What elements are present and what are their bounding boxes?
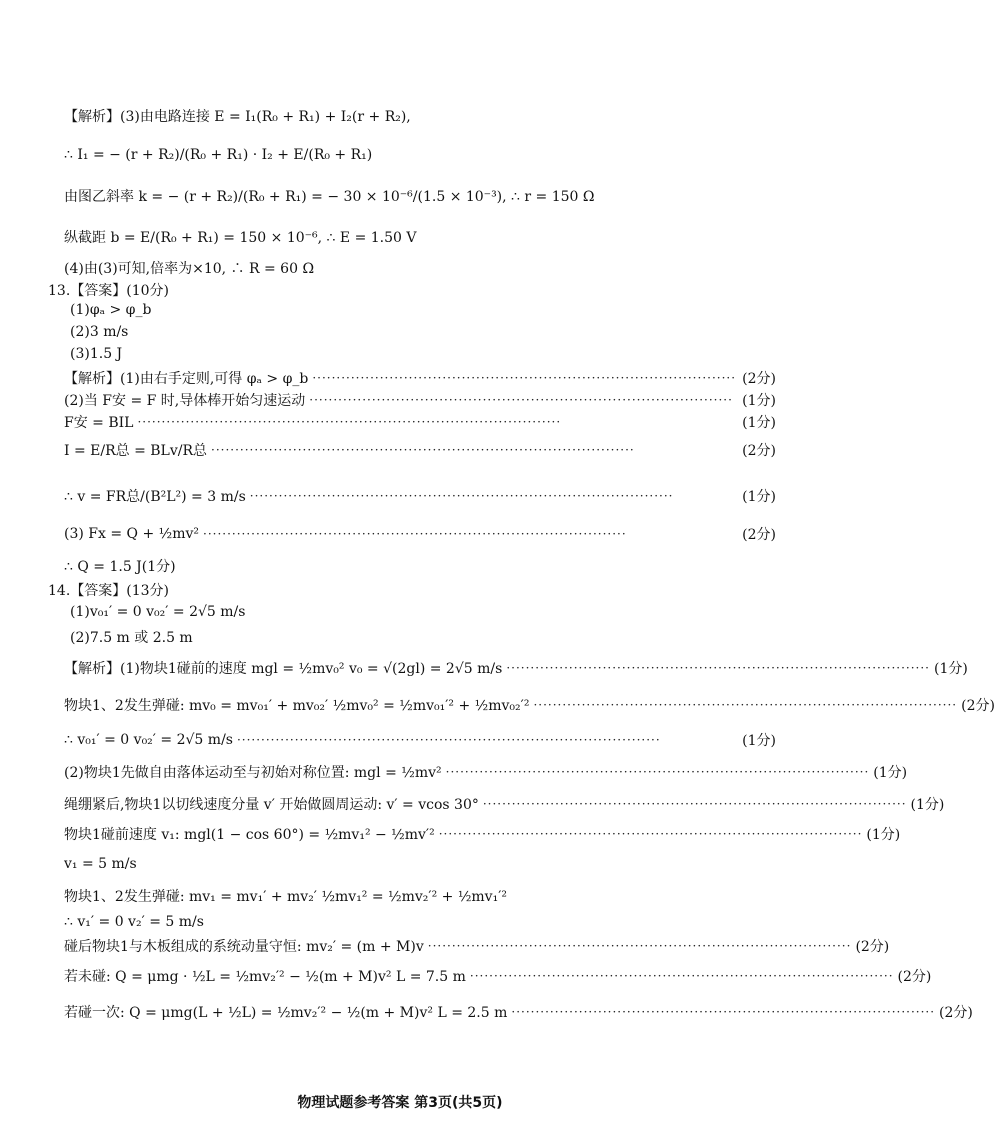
line-27 — [64, 886, 776, 906]
line-1 — [64, 106, 776, 126]
score: (1分) — [933, 661, 968, 677]
line-9 — [70, 346, 776, 362]
line-26 — [64, 856, 776, 872]
question-14-header — [48, 580, 776, 600]
line-10 — [64, 368, 776, 388]
line-text: (1)φₐ > φ_b — [70, 302, 152, 318]
leader-dots: ························································································ — [482, 797, 907, 811]
line-text: (3)1.5 J — [70, 346, 123, 362]
leader-dots: ························································································ — [211, 443, 635, 457]
line-30 — [64, 966, 932, 986]
line-text: v₁ = 5 m/s — [64, 856, 137, 872]
line-20 — [64, 658, 968, 678]
line-text: ∴ v₁′ = 0 v₂′ = 5 m/s — [64, 914, 204, 930]
line-text: I = E/R总 = BLv/R总 — [64, 443, 208, 459]
score: (1分) — [742, 733, 776, 749]
line-3 — [64, 186, 776, 206]
score: (2分) — [742, 443, 776, 459]
line-text: 纵截距 b = E/(R₀ + R₁) = 150 × 10⁻⁶, ∴ E = 1.50 V — [64, 230, 417, 246]
line-text: ∴ Q = 1.5 J(1分) — [64, 559, 176, 575]
line-22 — [64, 730, 776, 750]
leader-dots: ························································································ — [445, 765, 870, 779]
line-text: (1)v₀₁′ = 0 v₀₂′ = 2√5 m/s — [70, 604, 246, 620]
score: (1分) — [742, 415, 776, 431]
score: (1分) — [910, 797, 945, 813]
score: (2分) — [742, 527, 776, 543]
line-5 — [64, 258, 776, 278]
leader-dots: ························································································ — [309, 393, 733, 407]
line-12 — [64, 412, 776, 432]
line-4 — [64, 227, 776, 247]
line-text: F安 = BIL — [64, 415, 134, 431]
line-text: (2)3 m/s — [70, 324, 129, 340]
question-13-header — [48, 280, 776, 300]
leader-dots: ························································································ — [438, 827, 863, 841]
line-text: 13.【答案】(10分) — [48, 283, 170, 299]
line-text: 14.【答案】(13分) — [48, 583, 170, 599]
line-text: ∴ v₀₁′ = 0 v₀₂′ = 2√5 m/s — [64, 732, 233, 748]
leader-dots: ························································································ — [469, 969, 894, 983]
score: (1分) — [873, 765, 908, 781]
score: (2分) — [939, 1005, 973, 1021]
line-2 — [64, 147, 776, 163]
line-text: 【解析】(3)由电路连接 E = I₁(R₀ + R₁) + I₂(r + R₂), — [64, 109, 411, 125]
line-14 — [64, 486, 776, 506]
line-11 — [64, 390, 776, 410]
leader-dots: ························································································ — [249, 489, 674, 503]
line-text: (2)物块1先做自由落体运动至与初始对称位置: mgl = ½mv² — [64, 765, 442, 781]
leader-dots: ························································································ — [511, 1005, 936, 1019]
score: (1分) — [742, 393, 776, 409]
line-23 — [64, 762, 908, 782]
score: (2分) — [897, 969, 932, 985]
line-text: 绳绷紧后,物块1以切线速度分量 v′ 开始做圆周运动: v′ = vcos 30° — [64, 797, 479, 813]
leader-dots: ························································································ — [506, 661, 930, 675]
leader-dots: ························································································ — [427, 939, 852, 953]
line-text: (2)7.5 m 或 2.5 m — [70, 630, 193, 646]
line-24 — [64, 794, 945, 814]
line-28 — [64, 914, 776, 930]
score: (2分) — [961, 698, 995, 714]
line-text: 物块1、2发生弹碰: mv₁ = mv₁′ + mv₂′ ½mv₁² = ½mv₂′² + ½mv₁′² — [64, 889, 507, 905]
leader-dots: ························································································ — [533, 698, 958, 712]
line-text: 碰后物块1与木板组成的系统动量守恒: mv₂′ = (m + M)v — [64, 939, 424, 955]
score: (1分) — [742, 489, 776, 505]
line-text: (2)当 F安 = F 时,导体棒开始匀速运动 — [64, 393, 306, 409]
line-text: 【解析】(1)由右手定则,可得 φₐ > φ_b — [64, 371, 309, 387]
line-text: ∴ I₁ = − (r + R₂)/(R₀ + R₁) · I₂ + E/(R₀ + R₁) — [64, 147, 373, 163]
leader-dots: ························································································ — [236, 733, 661, 747]
line-7 — [70, 302, 776, 318]
line-text: 物块1碰前速度 v₁: mgl(1 − cos 60°) = ½mv₁² − ½mv′² — [64, 827, 435, 843]
leader-dots: ························································································ — [203, 527, 627, 541]
line-29 — [64, 936, 890, 956]
line-text: 物块1、2发生弹碰: mv₀ = mv₀₁′ + mv₀₂′ ½mv₀² = ½mv₀₁′² + ½mv₀₂′² — [64, 698, 530, 714]
line-8 — [70, 324, 776, 340]
line-19 — [70, 627, 776, 647]
score: (2分) — [742, 371, 776, 387]
page-footer: 物理试题参考答案 第3页(共5页) — [297, 1095, 503, 1111]
leader-dots: ························································································ — [137, 415, 562, 429]
line-text: (4)由(3)可知,倍率为×10, ∴ R = 60 Ω — [64, 261, 315, 277]
score: (2分) — [855, 939, 890, 955]
line-text: 【解析】(1)物块1碰前的速度 mgl = ½mv₀² v₀ = √(2gl) = 2√5 m/s — [64, 661, 503, 677]
leader-dots: ························································································ — [312, 371, 737, 385]
line-text: 由图乙斜率 k = − (r + R₂)/(R₀ + R₁) = − 30 × 10⁻⁶/(1.5 × 10⁻³), ∴ r = 150 Ω — [64, 189, 595, 205]
line-text: (3) Fx = Q + ½mv² — [64, 526, 199, 542]
line-16 — [64, 556, 776, 576]
line-13 — [64, 440, 776, 460]
line-text: ∴ v = FR总/(B²L²) = 3 m/s — [64, 489, 246, 505]
line-25 — [64, 824, 901, 844]
line-31 — [64, 1002, 973, 1022]
score: (1分) — [866, 827, 901, 843]
line-18 — [70, 604, 776, 620]
line-text: 若碰一次: Q = μmg(L + ½L) = ½mv₂′² − ½(m + M)v² L = 2.5 m — [64, 1005, 508, 1021]
line-21 — [64, 695, 995, 715]
line-15 — [64, 524, 776, 544]
line-text: 若未碰: Q = μmg · ½L = ½mv₂′² − ½(m + M)v² L = 7.5 m — [64, 969, 466, 985]
